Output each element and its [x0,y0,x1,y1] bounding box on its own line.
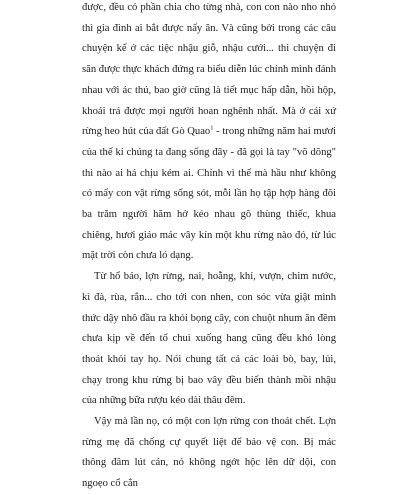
paragraph-1 [82,0,336,267]
footnote-marker[interactable]: 1 [210,124,214,132]
body-text [82,0,336,495]
paragraph-3: Vậy mà lần nọ, có một con lợn rừng con thoát chết. Lợn rừng mẹ đã chống cự quyết liệt để bảo vệ con. Bị mác thông đâm lút cán, nó không ngớt hộc lên dữ dội, con ngoẹo cổ cắn [82,416,336,490]
paragraph-2: Từ hổ báo, lợn rừng, nai, hoẵng, khỉ, vượn, chim nước, kì đà, rùa, rắn... cho tới con nhen, con sóc vừa giật mình thức dậy nhô đầu ra khỏi bọng cây, con chuột nhum ăn đêm chưa kịp về đến tổ chui xuống hang cũng đều khó lòng thoát khỏi tay họ. Nói chung tất cả các loài bò, bay, lủi, chạy trong khu rừng bị bao vây đều biến thành mồi nhậu của những bữa rượu kéo dài thâu đêm. [82,271,336,407]
paragraph-1-text-b: - trong những năm hai mươi của thế kỉ chúng ta đang sống đây - đã gọi là tay "võ dõng" thì nào ai há chịu kém ai. Chính vì thế mà hầu như không có mấy con vật rừng sống sót, mỗi lần họ tập hợp hàng đôi ba trăm người hăm hở kéo nhau gõ thùng thiếc, khua chiêng, hươi giáo mác vây kín một khu rừng nào đó, từ lúc mặt trời còn chưa ló dạng. [82,126,337,262]
paragraph-1-text-a: được, đều có phần chia cho từng nhà, con con nào nho nhỏ thì gia đình ai bắt được nấy ăn. Và cũng bởi trong các câu chuyện kể ở các tiệc nhậu giỗ, nhậu cưới... thì chuyện đi săn được thực khách đứng ra biểu diễn lúc chính mình đánh nhau với ác thú, bao giờ cũng là tiết mục hấp dẫn, hồi hộp, khoái trá được mọi người hoan nghênh nhất. Mà ở cái xứ rừng heo hút của đất Gò Quao [82,2,336,138]
